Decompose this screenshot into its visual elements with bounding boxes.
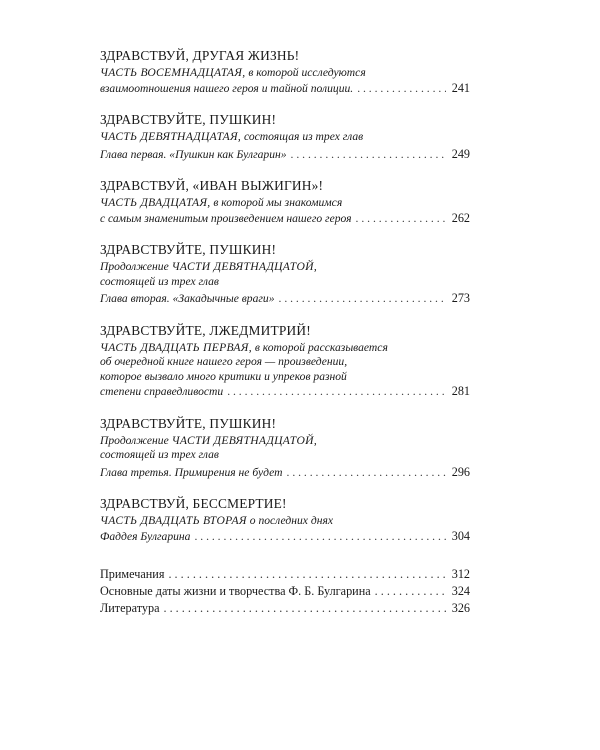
table-of-contents (100, 47, 470, 617)
dot-leader (287, 466, 446, 481)
section-subtitle (100, 66, 470, 81)
page-number: 262 (451, 210, 470, 225)
page-number: 296 (451, 464, 470, 479)
entry-text: Фаддея Булгарина (100, 529, 191, 543)
entry-text: Глава вторая. «Закадычные враги» (100, 292, 275, 305)
toc-section (100, 47, 470, 96)
toc-entry[interactable] (100, 465, 470, 481)
dot-leader (194, 530, 446, 545)
part-title: ЧАСТИ ДЕВЯТНАДЦАТОЙ, (171, 260, 318, 273)
entry-text: степени справедливости (100, 385, 224, 398)
entry-text: с самым знаменитым произведением нашего героя (100, 211, 352, 225)
part-description: о последних днях (246, 514, 333, 527)
section-heading: ЗДРАВСТВУЙТЕ, ПУШКИН! (100, 415, 277, 431)
dot-leader (163, 600, 446, 617)
section-heading: ЗДРАВСТВУЙТЕ, ЛЖЕДМИТРИЙ! (100, 322, 311, 338)
part-description: об очередной книге нашего героя — произведении, (100, 355, 348, 368)
part-title: ЧАСТЬ ДВАДЦАТЬ ВТОРАЯ (100, 514, 247, 527)
toc-entry[interactable] (100, 529, 470, 545)
part-title: ЧАСТИ ДЕВЯТНАДЦАТОЙ, (171, 433, 318, 447)
section-heading: ЗДРАВСТВУЙТЕ, ПУШКИН! (100, 242, 277, 257)
part-title: ЧАСТЬ ВОСЕМНАДЦАТАЯ, (100, 66, 246, 79)
dot-leader (168, 566, 446, 583)
dot-leader (291, 148, 446, 163)
section-heading: ЗДРАВСТВУЙ, БЕССМЕРТИЕ! (100, 496, 287, 511)
part-description: в которой исследуются (245, 66, 366, 79)
part-title: ЧАСТЬ ДЕВЯТНАДЦАТАЯ, (100, 130, 242, 143)
part-description: состоящей из трех глав (100, 448, 219, 461)
section-heading: ЗДРАВСТВУЙ, ДРУГАЯ ЖИЗНЬ! (100, 48, 300, 63)
part-description: в которой мы знакомимся (210, 196, 343, 209)
section-subtitle (100, 260, 470, 275)
toc-entry[interactable] (100, 147, 470, 163)
page-number: 273 (451, 291, 470, 305)
dot-leader (356, 212, 446, 227)
part-title: ЧАСТЬ ДВАДЦАТАЯ, (100, 196, 211, 209)
section-subtitle (100, 196, 470, 211)
toc-entry[interactable] (100, 291, 470, 307)
toc-section (100, 177, 470, 226)
appendix-list (100, 566, 470, 617)
toc-entry[interactable] (100, 583, 470, 600)
page-number: 312 (451, 567, 470, 581)
toc-entry[interactable] (100, 384, 470, 400)
continuation-prefix: Продолжение (100, 433, 172, 447)
toc-section (100, 495, 470, 544)
toc-section (100, 322, 470, 400)
section-subtitle (100, 434, 470, 449)
section-subtitle (100, 341, 470, 356)
section-subtitle (100, 130, 470, 145)
toc-section (100, 415, 470, 481)
toc-section (100, 111, 470, 162)
toc-entry[interactable] (100, 211, 470, 227)
entry-text: Основные даты жизни и творчества Ф. Б. Булгарина (100, 584, 371, 598)
section-heading: ЗДРАВСТВУЙ, «ИВАН ВЫЖИГИН»! (100, 178, 324, 193)
entry-text: взаимоотношения нашего героя и тайной полиции. (100, 81, 354, 95)
part-title: ЧАСТЬ ДВАДЦАТЬ ПЕРВАЯ, (100, 340, 252, 354)
entry-text: Литература (100, 601, 160, 615)
section-heading: ЗДРАВСТВУЙТЕ, ПУШКИН! (100, 112, 277, 127)
part-description: состоящей из трех глав (100, 274, 219, 288)
dot-leader (375, 583, 446, 600)
entry-text: Примечания (100, 567, 165, 581)
toc-entry[interactable] (100, 566, 470, 583)
page-number: 304 (451, 528, 470, 543)
entry-text: Глава первая. «Пушкин как Булгарин» (100, 147, 287, 161)
part-description: состоящая из трех глав (241, 130, 364, 143)
part-description: которое вызвало много критики и упреков разной (100, 369, 347, 383)
toc-section (100, 241, 470, 307)
toc-entry[interactable] (100, 600, 470, 617)
page-number: 241 (451, 80, 470, 95)
dot-leader (357, 82, 446, 97)
toc-entry[interactable] (100, 81, 470, 97)
continuation-prefix: Продолжение (100, 260, 172, 273)
page-number: 281 (451, 384, 470, 398)
dot-leader (227, 385, 446, 400)
dot-leader (279, 292, 446, 307)
page-number: 324 (451, 584, 470, 598)
page-number: 326 (451, 601, 470, 615)
section-subtitle (100, 514, 470, 529)
part-description: в которой рассказывается (251, 340, 388, 354)
page-number: 249 (451, 146, 470, 161)
entry-text: Глава третья. Примирения не будет (100, 465, 283, 479)
